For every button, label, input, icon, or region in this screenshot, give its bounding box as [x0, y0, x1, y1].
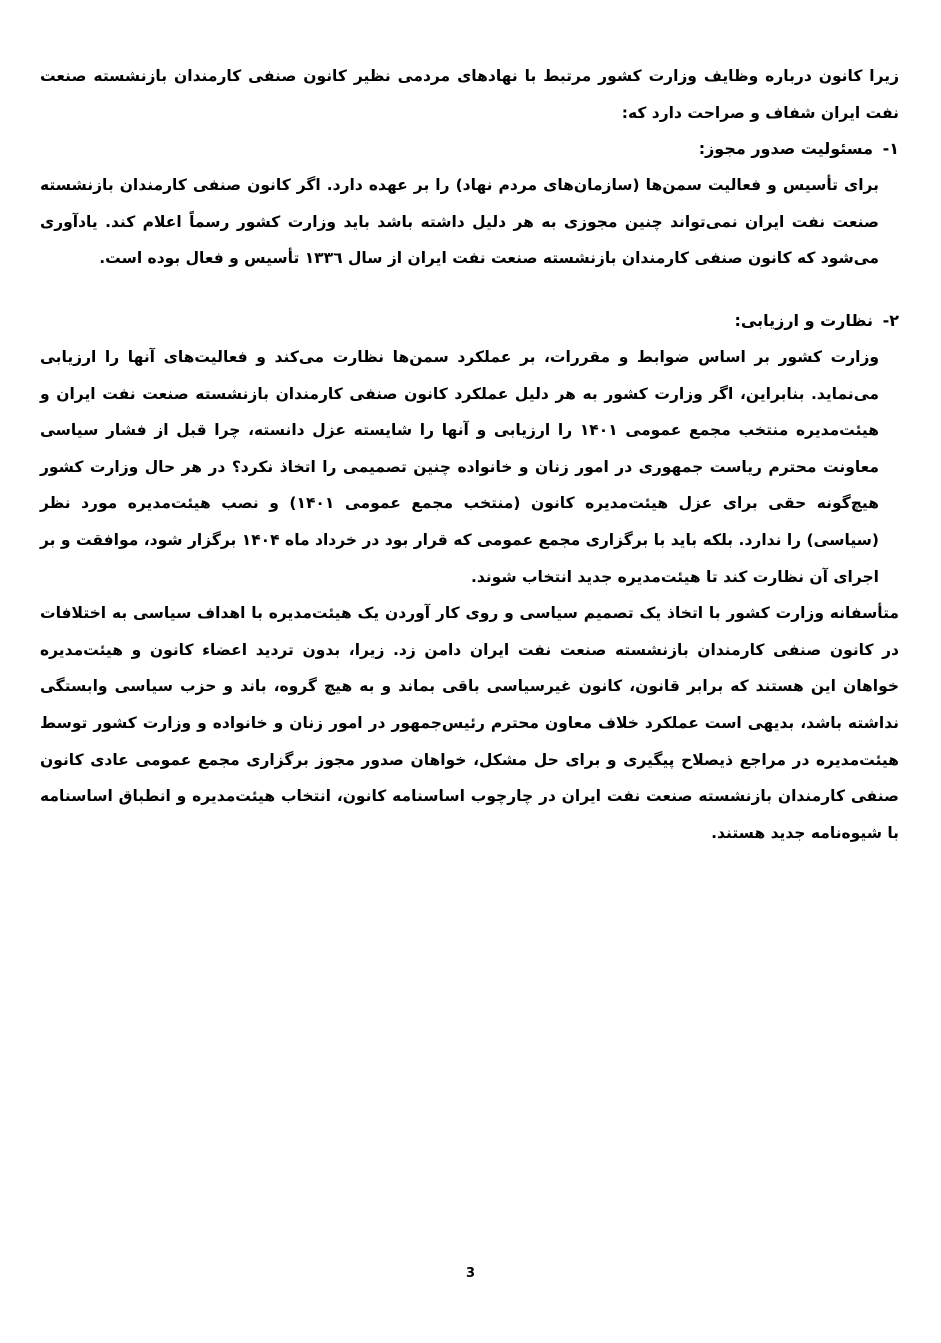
section-2-paragraph-2: متأسفانه وزارت کشور با اتخاذ یک تصمیم سیاسی و روی کار آوردن یک هیئت‌مدیره با اهداف سیاسی به اختلافات در کانون صنفی کارمندان بازنشسته صنعت نفت ایران دامن زد. زیرا، بدون تردید اعضاء کانون و هیئت‌مدیره خواهان این هستند که برابر قانون، کانون غیرسیاسی باقی بماند و به هیچ گروه، باند و حزب سیاسی وابستگی نداشته باشد، بدیهی است عملکرد خلاف معاون محترم رئیس‌جمهور در امور زنان و خانواده و وزارت کشور توسط هیئت‌مدیره در مراجع ذیصلاح پیگیری و برای حل مشکل، خواهان صدور مجوز برگزاری مجمع عمومی عادی کانون صنفی کارمندان بازنشسته صنعت نفت ایران در چارچوب اساسنامه کانون، انتخاب هیئت‌مدیره و انطباق اساسنامه با شیوه‌نامه جدید هستند. [40, 604, 899, 842]
section-1-title: مسئولیت صدور مجوز: [698, 139, 873, 159]
section-1-paragraph-1: برای تأسیس و فعالیت سمن‌ها (سازمان‌های مردم نهاد) را بر عهده دارد. اگر کانون صنفی کارمندان بازنشسته صنعت نفت ایران نمی‌تواند چنین مجوزی به هر دلیل داشته باشد باید وزارت کشور رسماً اعلام کند. یادآوری می‌شود که کانون صنفی کارمندان بازنشسته صنعت نفت ایران از سال ۱۳۳٦ تأسیس و فعال بوده است. [40, 176, 879, 268]
section-2-heading [40, 303, 899, 339]
page-number: 3 [465, 1266, 476, 1281]
section-2-number: ۲- [882, 310, 899, 330]
page-content [40, 58, 899, 851]
section-spacer [40, 277, 899, 303]
section-1-number: ۱- [882, 139, 899, 159]
section-2-title: نظارت و ارزیابی: [734, 310, 873, 330]
intro-paragraph: زیرا کانون درباره وظایف وزارت کشور مرتبط با نهادهای مردمی نظیر کانون صنفی کارمندان بازنشسته صنعت نفت ایران شفاف و صراحت دارد که: [40, 67, 899, 122]
section-2-paragraph-1: وزارت کشور بر اساس ضوابط و مقررات، بر عملکرد سمن‌ها نظارت می‌کند و فعالیت‌های آنها را ارزیابی می‌نماید. بنابراین، اگر وزارت کشور به هر دلیل عملکرد کانون صنفی کارمندان بازنشسته صنعت نفت ایران و هیئت‌مدیره منتخب مجمع عمومی ۱۴۰۱ را ارزیابی و آنها را شایسته عزل دانسته، چرا قبل از فشار سیاسی معاونت محترم ریاست جمهوری در امور زنان و خانواده چنین تصمیمی را اتخاذ نکرد؟ در هر حال وزارت کشور هیچ‌گونه حقی برای عزل هیئت‌مدیره کانون (منتخب مجمع عمومی ۱۴۰۱) و نصب هیئت‌مدیره مورد نظر (سیاسی) را ندارد. بلکه باید با برگزاری مجمع عمومی که قرار بود در خرداد ماه ۱۴۰۴ برگزار شود، موافقت و بر اجرای آن نظارت کند تا هیئت‌مدیره جدید انتخاب شوند. [40, 347, 879, 586]
section-1-heading [40, 131, 899, 167]
